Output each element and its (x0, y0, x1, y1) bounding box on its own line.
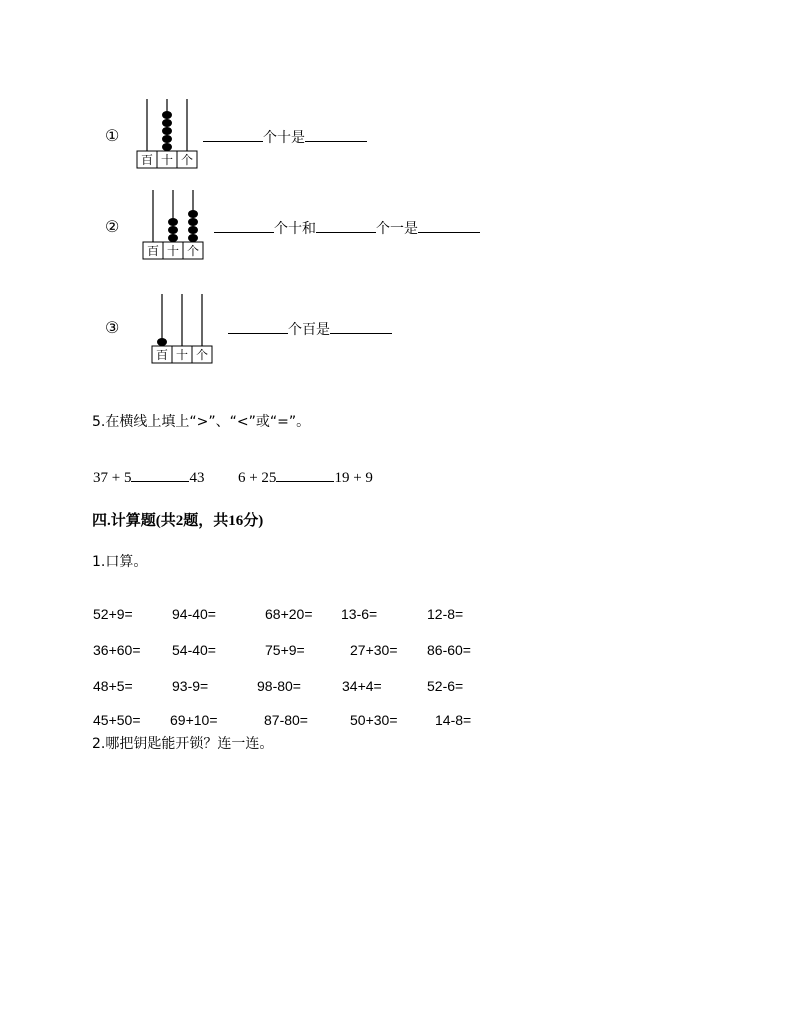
calc-item: 34+4= (342, 678, 382, 694)
fill-text: 个十是 (263, 130, 305, 146)
calc-item: 86-60= (427, 642, 471, 658)
abacus-figure (152, 294, 212, 366)
answer-blank[interactable] (330, 319, 392, 334)
calc-item: 48+5= (93, 678, 133, 694)
label-tens: 十 (175, 348, 189, 362)
abacus-bead (157, 338, 167, 346)
q5-instruction: 5.在横线上填上“>”、“<”或“=”。 (92, 414, 311, 430)
abacus-bead (188, 210, 198, 218)
calc-item: 45+50= (93, 712, 141, 728)
fill-line (214, 218, 480, 238)
calc-item: 52-6= (427, 678, 464, 694)
calc-item: 12-8= (427, 606, 464, 622)
abacus-figure (143, 190, 203, 262)
abacus-bead (162, 143, 172, 151)
expr1-right: 43 (189, 470, 205, 486)
abacus-bead (162, 111, 172, 119)
label-ones: 个 (195, 348, 209, 362)
q2-title: 2.哪把钥匙能开锁？连一连。 (92, 736, 274, 752)
item-marker: ③ (105, 320, 120, 337)
label-hundreds: 百 (146, 244, 160, 258)
calc-item: 75+9= (265, 642, 305, 658)
answer-blank[interactable] (276, 467, 334, 482)
abacus-bead (168, 218, 178, 226)
calc-item: 94-40= (172, 606, 216, 622)
beads-hundreds (157, 338, 167, 346)
calc-item: 27+30= (350, 642, 398, 658)
answer-blank[interactable] (214, 218, 274, 233)
abacus-bead (162, 127, 172, 135)
expr2-left: 6 + 25 (237, 470, 277, 486)
fill-line (228, 319, 392, 339)
answer-blank[interactable] (305, 127, 367, 142)
abacus-bead (168, 234, 178, 242)
q1-title: 1.口算。 (92, 554, 148, 570)
item-marker: ② (105, 219, 120, 236)
answer-blank[interactable] (203, 127, 263, 142)
abacus-svg (137, 99, 197, 171)
q5-expressions (93, 467, 373, 487)
abacus-bead (188, 234, 198, 242)
calc-item: 93-9= (172, 678, 209, 694)
label-tens: 十 (160, 153, 174, 167)
label-tens: 十 (166, 244, 180, 258)
abacus-bead (168, 226, 178, 234)
calc-item: 52+9= (93, 606, 133, 622)
calc-item: 14-8= (435, 712, 472, 728)
answer-blank[interactable] (418, 218, 480, 233)
fill-text: 个十和 (274, 221, 316, 237)
abacus-svg (143, 190, 203, 262)
fill-text: 个一是 (376, 221, 418, 237)
answer-blank[interactable] (228, 319, 288, 334)
section-title: 四.计算题(共2题，共16分) (92, 513, 264, 529)
beads-tens (162, 111, 172, 151)
answer-blank[interactable] (316, 218, 376, 233)
beads-tens (168, 218, 178, 242)
abacus-figure (137, 99, 197, 171)
calc-item: 68+20= (265, 606, 313, 622)
abacus-bead (162, 119, 172, 127)
calc-item: 50+30= (350, 712, 398, 728)
calc-item: 36+60= (93, 642, 141, 658)
expr1-left: 37 + 5 (93, 470, 132, 486)
abacus-svg (152, 294, 212, 366)
calc-item: 69+10= (170, 712, 218, 728)
calc-item: 13-6= (341, 606, 378, 622)
expr2-right: 19 + 9 (334, 470, 373, 486)
abacus-bead (188, 226, 198, 234)
label-ones: 个 (186, 244, 200, 258)
fill-line (203, 127, 367, 147)
item-marker: ① (105, 128, 120, 145)
label-ones: 个 (180, 153, 194, 167)
label-hundreds: 百 (155, 348, 169, 362)
abacus-bead (188, 218, 198, 226)
label-hundreds: 百 (140, 153, 154, 167)
abacus-bead (162, 135, 172, 143)
beads-ones (188, 210, 198, 242)
calc-item: 87-80= (264, 712, 308, 728)
calc-item: 54-40= (172, 642, 216, 658)
fill-text: 个百是 (288, 322, 330, 338)
calc-item: 98-80= (257, 678, 301, 694)
answer-blank[interactable] (131, 467, 189, 482)
